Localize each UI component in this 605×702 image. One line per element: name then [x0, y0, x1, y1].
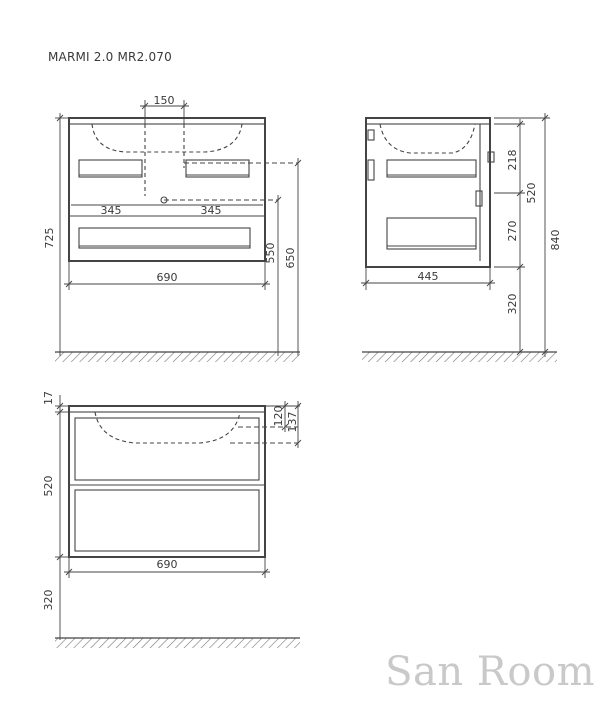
- dim-120-label: 120: [272, 405, 285, 427]
- dim-345-right-label: 345: [200, 204, 222, 217]
- dim-218-label: 218: [506, 149, 519, 171]
- front-floor: [55, 352, 300, 362]
- dim-320-elevation-label: 320: [42, 589, 55, 611]
- side-view: [366, 118, 494, 267]
- dim-320-side-label: 320: [506, 293, 519, 315]
- dim-137-label: 137: [286, 411, 299, 433]
- dim-690-label: 690: [156, 271, 178, 284]
- dim-725-label: 725: [43, 227, 56, 249]
- front-view: [69, 118, 298, 261]
- dim-445-label: 445: [417, 270, 439, 283]
- model-title: MARMI 2.0 MR2.070: [48, 50, 172, 64]
- elevation-basin: [95, 412, 240, 443]
- dim-520-elevation-label: 520: [42, 475, 55, 497]
- dim-690-elevation-label: 690: [156, 558, 178, 571]
- front-basin: [92, 124, 242, 152]
- dim-520-side-label: 520: [525, 182, 538, 204]
- front-lower-drawer: [79, 228, 250, 248]
- brand-watermark: San Room: [385, 649, 595, 695]
- elevation-view: [69, 406, 298, 557]
- elevation-cabinet: [69, 406, 265, 557]
- side-floor: [362, 352, 557, 362]
- dim-17-label: 17: [42, 391, 55, 405]
- dim-840-label: 840: [549, 229, 562, 251]
- dim-650-label: 650: [284, 247, 297, 269]
- elevation-floor: [55, 638, 300, 648]
- side-cabinet: [366, 118, 490, 267]
- dim-550-label: 550: [264, 242, 277, 264]
- dim-345-left-label: 345: [100, 204, 122, 217]
- dim-150-label: 150: [153, 94, 175, 107]
- side-basin: [380, 124, 475, 153]
- dim-270-label: 270: [506, 220, 519, 242]
